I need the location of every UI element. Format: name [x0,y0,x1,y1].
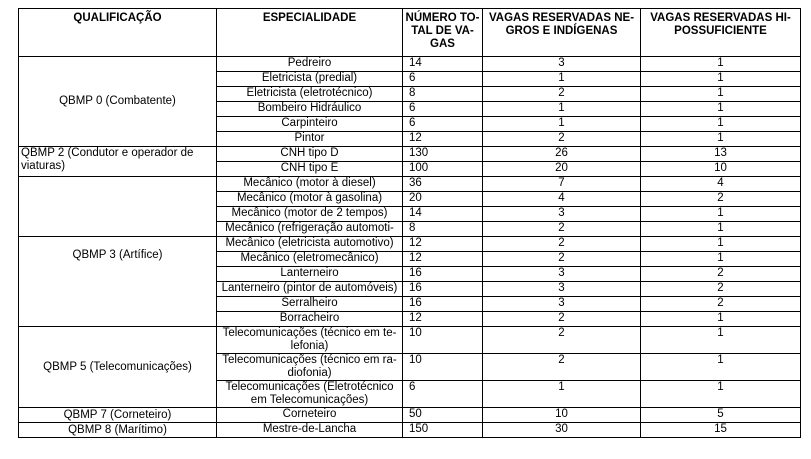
hipo-cell: 1 [641,132,801,147]
numero-cell: 6 [403,102,483,117]
especialidade-cell: Pintor [217,132,403,147]
header-vagas-hipossuficiente: VAGAS RESERVADAS HI-POSSUFICIENTE [641,9,801,57]
qualificacao-cell: QBMP 7 (Corneteiro) [19,408,217,423]
numero-cell: 12 [403,237,483,252]
qualificacao-cell: QBMP 8 (Marítimo) [19,423,217,438]
negros-cell: 3 [483,57,641,72]
negros-cell: 3 [483,267,641,282]
hipo-cell: 1 [641,252,801,267]
numero-cell: 150 [403,423,483,438]
negros-cell: 3 [483,282,641,297]
especialidade-cell: Mecânico (refrigeração automoti- [217,222,403,237]
hipo-cell: 1 [641,312,801,327]
especialidade-cell: Telecomunicações (Eletrotécnico em Telecomunicações) [217,381,403,408]
hipo-cell: 1 [641,237,801,252]
negros-cell: 3 [483,297,641,312]
especialidade-cell: Borracheiro [217,312,403,327]
table-row [19,423,801,438]
table-row [19,177,801,192]
especialidade-cell: CNH tipo E [217,162,403,177]
especialidade-cell: Mecânico (motor à gasolina) [217,192,403,207]
numero-cell: 10 [403,354,483,381]
especialidade-cell: Mecânico (motor de 2 tempos) [217,207,403,222]
especialidade-cell: CNH tipo D [217,147,403,162]
hipo-cell: 2 [641,267,801,282]
header-especialidade: ESPECIALIDADE [217,9,403,57]
numero-cell: 16 [403,282,483,297]
vacancies-table [18,8,801,438]
hipo-cell: 1 [641,327,801,354]
negros-cell: 2 [483,132,641,147]
table-row [19,327,801,354]
header-row [19,9,801,57]
negros-cell: 2 [483,312,641,327]
especialidade-cell: Telecomunicações (técnico em ra-diofonia) [217,354,403,381]
numero-cell: 16 [403,267,483,282]
hipo-cell: 1 [641,72,801,87]
qualificacao-cell-empty [19,177,217,237]
especialidade-cell: Lanterneiro [217,267,403,282]
negros-cell: 20 [483,162,641,177]
hipo-cell: 2 [641,282,801,297]
especialidade-cell: Telecomunicações (técnico em te-lefonia) [217,327,403,354]
negros-cell: 3 [483,207,641,222]
negros-cell: 1 [483,102,641,117]
negros-cell: 2 [483,87,641,102]
hipo-cell: 2 [641,297,801,312]
numero-cell: 14 [403,207,483,222]
negros-cell: 2 [483,237,641,252]
numero-cell: 12 [403,252,483,267]
hipo-cell: 2 [641,192,801,207]
numero-cell: 6 [403,72,483,87]
especialidade-cell: Lanterneiro (pintor de automóveis) [217,282,403,297]
especialidade-cell: Eletricista (eletrotécnico) [217,87,403,102]
negros-cell: 2 [483,252,641,267]
numero-cell: 6 [403,381,483,408]
negros-cell: 30 [483,423,641,438]
numero-cell: 10 [403,327,483,354]
qualificacao-cell: QBMP 2 (Condutor e operador de viaturas) [19,147,217,177]
header-qualificacao: QUALIFICAÇÃO [19,9,217,57]
negros-cell: 1 [483,381,641,408]
numero-cell: 20 [403,192,483,207]
numero-cell: 8 [403,222,483,237]
especialidade-cell: Corneteiro [217,408,403,423]
negros-cell: 2 [483,222,641,237]
especialidade-cell: Serralheiro [217,297,403,312]
hipo-cell: 1 [641,102,801,117]
negros-cell: 1 [483,117,641,132]
numero-cell: 14 [403,57,483,72]
numero-cell: 12 [403,132,483,147]
hipo-cell: 1 [641,57,801,72]
especialidade-cell: Eletricista (predial) [217,72,403,87]
table-row [19,57,801,72]
especialidade-cell: Carpinteiro [217,117,403,132]
numero-cell: 8 [403,87,483,102]
hipo-cell: 4 [641,177,801,192]
negros-cell: 4 [483,192,641,207]
table-row [19,147,801,162]
especialidade-cell: Mestre-de-Lancha [217,423,403,438]
especialidade-cell: Pedreiro [217,57,403,72]
numero-cell: 130 [403,147,483,162]
hipo-cell: 1 [641,117,801,132]
header-vagas-negros: VAGAS RESERVADAS NE-GROS E INDÍGENAS [483,9,641,57]
especialidade-cell: Mecânico (eletricista automotivo) [217,237,403,252]
negros-cell: 1 [483,72,641,87]
negros-cell: 10 [483,408,641,423]
especialidade-cell: Mecânico (motor à diesel) [217,177,403,192]
hipo-cell: 1 [641,87,801,102]
hipo-cell: 15 [641,423,801,438]
qualificacao-cell: QBMP 0 (Combatente) [19,57,217,147]
hipo-cell: 10 [641,162,801,177]
qualificacao-cell: QBMP 3 (Artífice) [19,237,217,327]
hipo-cell: 1 [641,222,801,237]
numero-cell: 12 [403,312,483,327]
hipo-cell: 5 [641,408,801,423]
numero-cell: 16 [403,297,483,312]
hipo-cell: 1 [641,207,801,222]
hipo-cell: 1 [641,381,801,408]
especialidade-cell: Bombeiro Hidráulico [217,102,403,117]
hipo-cell: 1 [641,354,801,381]
header-numero-total: NÚMERO TO-TAL DE VA-GAS [403,9,483,57]
numero-cell: 100 [403,162,483,177]
hipo-cell: 13 [641,147,801,162]
negros-cell: 2 [483,354,641,381]
negros-cell: 7 [483,177,641,192]
numero-cell: 50 [403,408,483,423]
table-row [19,237,801,252]
numero-cell: 36 [403,177,483,192]
table-row [19,408,801,423]
numero-cell: 6 [403,117,483,132]
qualificacao-cell: QBMP 5 (Telecomunicações) [19,327,217,408]
especialidade-cell: Mecânico (eletromecânico) [217,252,403,267]
negros-cell: 26 [483,147,641,162]
negros-cell: 2 [483,327,641,354]
